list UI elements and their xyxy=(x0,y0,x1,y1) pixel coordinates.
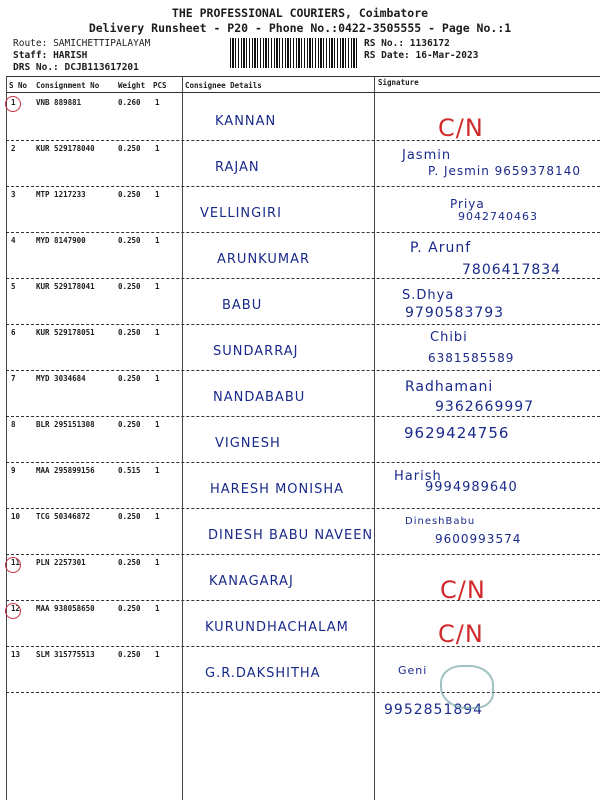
row-signature: 9629424756 xyxy=(404,424,510,442)
row-consignment: MYD 3034684 xyxy=(36,374,86,383)
row-pcs: 1 xyxy=(155,190,160,199)
row-pcs: 1 xyxy=(155,650,160,659)
row-divider xyxy=(6,554,600,555)
row-sno: 6 xyxy=(11,328,16,337)
row-sign-note: 9042740463 xyxy=(458,210,538,223)
table-header-rule xyxy=(6,92,600,93)
row-weight: 0.260 xyxy=(118,98,141,107)
row-divider xyxy=(6,600,600,601)
rs-no-value: 1136172 xyxy=(409,38,450,49)
rs-no-label: RS No.: xyxy=(364,38,405,49)
row-pcs: 1 xyxy=(155,282,160,291)
rs-no-line xyxy=(364,38,450,49)
row-weight: 0.250 xyxy=(118,282,141,291)
row-weight: 0.250 xyxy=(118,650,141,659)
row-sign-note: 9600993574 xyxy=(435,532,522,546)
row-consignment: KUR 529178040 xyxy=(36,144,95,153)
row-consignee: BABU xyxy=(222,298,263,313)
row-divider xyxy=(6,692,600,693)
row-weight: 0.250 xyxy=(118,604,141,613)
row-divider xyxy=(6,186,600,187)
row-sno: 2 xyxy=(11,144,16,153)
row-divider xyxy=(6,232,600,233)
row-sno: 9 xyxy=(11,466,16,475)
row-signature: Chibi xyxy=(430,330,468,345)
row-divider xyxy=(6,646,600,647)
row-consignee: RAJAN xyxy=(215,160,260,175)
route-value: SAMICHETTIPALAYAM xyxy=(53,38,151,49)
row-sno: 3 xyxy=(11,190,16,199)
row-consignee: HARESH MONISHA xyxy=(210,482,345,497)
row-weight: 0.250 xyxy=(118,558,141,567)
row-weight: 0.250 xyxy=(118,328,141,337)
col-header-signature: Signature xyxy=(378,78,419,87)
row-signature: Geni xyxy=(398,664,428,677)
row-pcs: 1 xyxy=(155,374,160,383)
row-pcs: 1 xyxy=(155,512,160,521)
drs-value: DCJB113617201 xyxy=(64,62,139,73)
row-signature: C/N xyxy=(438,620,484,648)
rs-date-value: 16-Mar-2023 xyxy=(415,50,479,61)
row-pcs: 1 xyxy=(155,98,160,107)
row-consignee: VIGNESH xyxy=(215,436,281,451)
row-consignee: KANNAN xyxy=(215,114,277,129)
row-sno: 11 xyxy=(11,558,21,567)
row-sign-note: 9994989640 xyxy=(425,480,518,495)
row-consignment: KUR 529178041 xyxy=(36,282,95,291)
row-sno: 12 xyxy=(11,604,21,613)
row-signature: Priya xyxy=(450,197,485,211)
company-title: THE PROFESSIONAL COURIERS, Coimbatore xyxy=(171,6,429,20)
staff-line xyxy=(13,50,87,61)
circle-mark xyxy=(5,557,21,573)
rs-date-label: RS Date: xyxy=(364,50,410,61)
row-consignee: KANAGARAJ xyxy=(209,574,294,589)
row-sign-note: 7806417834 xyxy=(462,262,562,278)
row-signature: C/N xyxy=(440,576,486,604)
row-consignment: BLR 295151308 xyxy=(36,420,95,429)
row-sno: 10 xyxy=(11,512,21,521)
row-weight: 0.250 xyxy=(118,512,141,521)
row-sno: 13 xyxy=(11,650,21,659)
row-sign-note: 6381585589 xyxy=(428,351,515,365)
row-signature: DineshBabu xyxy=(405,516,476,527)
row-signature: S.Dhya xyxy=(402,288,455,303)
row-consignment: SLM 315775513 xyxy=(36,650,95,659)
circle-mark xyxy=(5,96,21,112)
route-label: Route: xyxy=(13,38,48,49)
circle-mark xyxy=(5,603,21,619)
row-consignee: G.R.DAKSHITHA xyxy=(205,666,321,681)
row-signature: Jasmin xyxy=(402,148,452,163)
row-weight: 0.250 xyxy=(118,236,141,245)
row-weight: 0.250 xyxy=(118,190,141,199)
row-consignment: KUR 529178051 xyxy=(36,328,95,337)
row-sno: 8 xyxy=(11,420,16,429)
row-consignee: VELLINGIRI xyxy=(200,206,282,221)
ink-stamp xyxy=(440,665,494,709)
row-consignee: SUNDARRAJ xyxy=(213,344,299,359)
row-consignee: ARUNKUMAR xyxy=(217,252,310,267)
row-divider xyxy=(6,140,600,141)
row-weight: 0.250 xyxy=(118,144,141,153)
row-pcs: 1 xyxy=(155,144,160,153)
row-pcs: 1 xyxy=(155,420,160,429)
col-header-sno: S No xyxy=(9,81,28,90)
staff-label: Staff: xyxy=(13,50,48,61)
row-consignment: MTP 1217233 xyxy=(36,190,86,199)
row-signature: P. Arunf xyxy=(410,240,472,256)
row-consignment: MYD 8147900 xyxy=(36,236,86,245)
row-divider xyxy=(6,416,600,417)
row-sign-note: 9952851894 xyxy=(384,702,484,718)
staff-value: HARISH xyxy=(53,50,88,61)
row-sno: 7 xyxy=(11,374,16,383)
row-consignee: DINESH BABU NAVEEN xyxy=(208,528,374,543)
row-consignment: PLN 2257301 xyxy=(36,558,86,567)
row-divider xyxy=(6,370,600,371)
row-sno: 1 xyxy=(11,98,16,107)
row-consignment: MAA 295899156 xyxy=(36,466,95,475)
row-signature: Harish xyxy=(394,469,442,484)
row-consignment: VNB 889881 xyxy=(36,98,82,107)
row-pcs: 1 xyxy=(155,466,160,475)
row-signature: C/N xyxy=(438,114,484,142)
row-divider xyxy=(6,508,600,509)
row-divider xyxy=(6,324,600,325)
col-header-pcs: PCS xyxy=(153,81,167,90)
row-sign-note: 9790583793 xyxy=(405,305,505,321)
row-sno: 4 xyxy=(11,236,16,245)
col-header-consignee: Consignee Details xyxy=(185,81,262,90)
rs-date-line xyxy=(364,50,478,61)
route-line xyxy=(13,38,150,49)
col-header-weight: Weight xyxy=(118,81,146,90)
row-divider xyxy=(6,462,600,463)
row-pcs: 1 xyxy=(155,604,160,613)
row-pcs: 1 xyxy=(155,236,160,245)
row-weight: 0.250 xyxy=(118,420,141,429)
row-consignment: MAA 938058650 xyxy=(36,604,95,613)
row-sign-note: P. Jesmin 9659378140 xyxy=(428,164,581,178)
runsheet-title: Delivery Runsheet - P20 - Phone No.:0422-3505555 - Page No.:1 xyxy=(88,21,512,35)
row-divider xyxy=(6,278,600,279)
drs-line xyxy=(13,62,139,73)
row-signature: Radhamani xyxy=(405,379,494,395)
row-sno: 5 xyxy=(11,282,16,291)
row-weight: 0.250 xyxy=(118,374,141,383)
row-weight: 0.515 xyxy=(118,466,141,475)
row-consignee: KURUNDHACHALAM xyxy=(205,620,349,635)
row-consignee: NANDABABU xyxy=(213,390,306,405)
table-top-rule xyxy=(6,76,600,77)
row-consignment: TCG 50346872 xyxy=(36,512,91,521)
barcode xyxy=(230,38,358,68)
row-sign-note: 9362669997 xyxy=(435,399,535,415)
col-header-consignment: Consignment No xyxy=(36,81,100,90)
drs-label: DRS No.: xyxy=(13,62,59,73)
row-pcs: 1 xyxy=(155,558,160,567)
row-pcs: 1 xyxy=(155,328,160,337)
